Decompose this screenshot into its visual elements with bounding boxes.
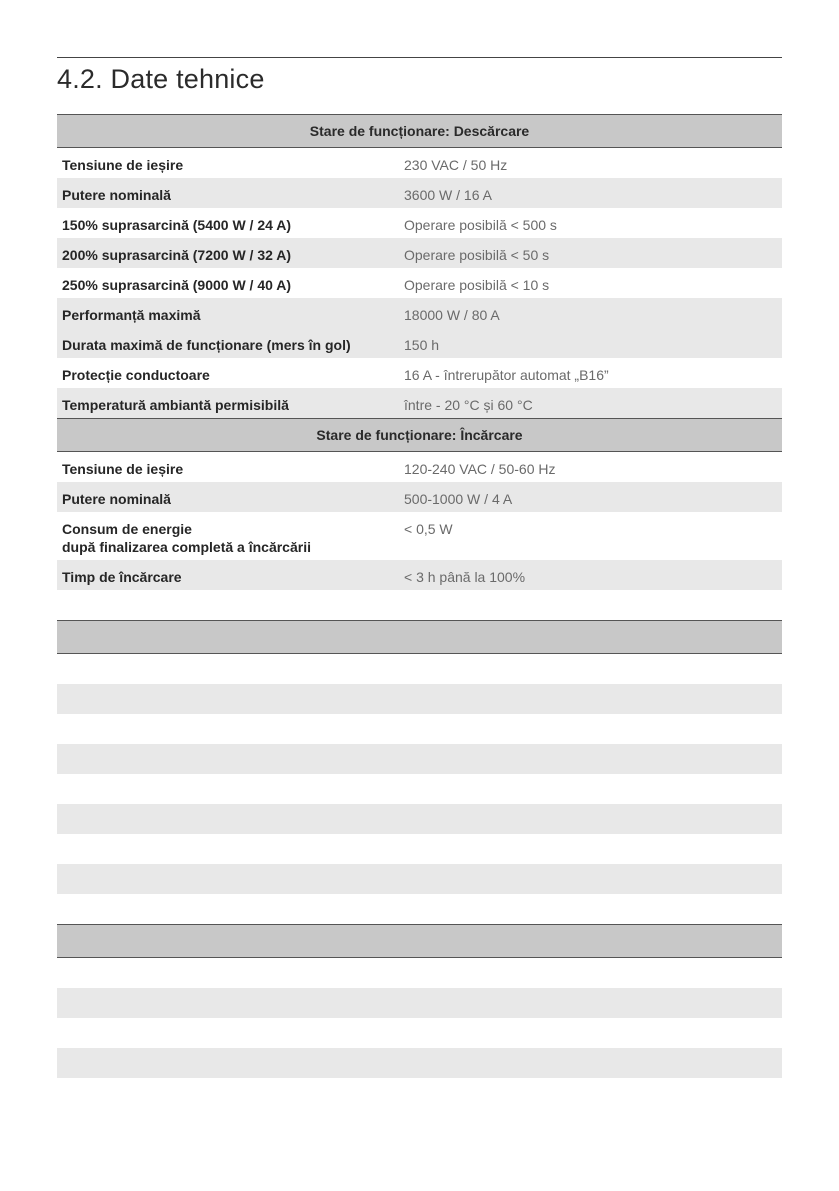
table-row bbox=[57, 238, 782, 268]
row-value: Operare posibilă < 10 s bbox=[404, 277, 550, 293]
table-row bbox=[57, 268, 782, 298]
top-rule bbox=[57, 57, 782, 58]
row-label: Performanță maximă bbox=[62, 307, 201, 323]
table-row bbox=[57, 482, 782, 512]
row-value: 16 A - întrerupător automat „B16” bbox=[404, 367, 609, 383]
row-value: < 3 h până la 100% bbox=[404, 569, 526, 585]
table-row bbox=[57, 452, 782, 482]
row-value: 120-240 VAC / 50-60 Hz bbox=[404, 461, 556, 477]
empty-table-row bbox=[57, 684, 782, 714]
table-row bbox=[57, 178, 782, 208]
row-label: Timp de încărcare bbox=[62, 569, 182, 585]
row-value: < 0,5 W bbox=[404, 521, 453, 537]
empty-table-row bbox=[57, 834, 782, 864]
row-label bbox=[57, 512, 404, 556]
row-value: între - 20 °C și 60 °C bbox=[404, 397, 533, 413]
row-label-line-2: după finalizarea completă a încărcării bbox=[62, 539, 311, 555]
row-label: Tensiune de ieșire bbox=[62, 157, 184, 173]
row-label: Temperatură ambiantă permisibilă bbox=[62, 397, 289, 413]
row-label: Tensiune de ieșire bbox=[62, 461, 184, 477]
row-value: 230 VAC / 50 Hz bbox=[404, 157, 508, 173]
table-row bbox=[57, 358, 782, 388]
discharge-section-header: Stare de funcționare: Descărcare bbox=[57, 114, 782, 148]
empty-table-header bbox=[57, 620, 782, 654]
row-value: Operare posibilă < 50 s bbox=[404, 247, 550, 263]
table-row bbox=[57, 512, 782, 560]
empty-table-row bbox=[57, 894, 782, 924]
row-value: 150 h bbox=[404, 337, 440, 353]
row-value: 3600 W / 16 A bbox=[404, 187, 492, 203]
tech-data-tables bbox=[57, 114, 782, 1078]
empty-table-row bbox=[57, 958, 782, 988]
empty-table-row bbox=[57, 864, 782, 894]
row-value: 18000 W / 80 A bbox=[404, 307, 500, 323]
empty-table-row bbox=[57, 1018, 782, 1048]
table-row bbox=[57, 388, 782, 418]
row-label-line-1: Consum de energie bbox=[62, 521, 192, 537]
empty-table-row bbox=[57, 654, 782, 684]
table-row bbox=[57, 208, 782, 238]
empty-table-row bbox=[57, 714, 782, 744]
row-label: 150% suprasarcină (5400 W / 24 A) bbox=[62, 217, 292, 233]
table-row bbox=[57, 148, 782, 178]
empty-table-row bbox=[57, 988, 782, 1018]
empty-table-header bbox=[57, 924, 782, 958]
spacer bbox=[57, 590, 782, 620]
row-value: 500-1000 W / 4 A bbox=[404, 491, 513, 507]
row-value: Operare posibilă < 500 s bbox=[404, 217, 557, 233]
row-label: Putere nominală bbox=[62, 187, 171, 203]
row-label: 200% suprasarcină (7200 W / 32 A) bbox=[62, 247, 292, 263]
row-label: 250% suprasarcină (9000 W / 40 A) bbox=[62, 277, 292, 293]
table-row bbox=[57, 328, 782, 358]
empty-table-row bbox=[57, 744, 782, 774]
page-title: 4.2. Date tehnice bbox=[57, 64, 265, 94]
empty-table-row bbox=[57, 1048, 782, 1078]
empty-table-row bbox=[57, 774, 782, 804]
table-row bbox=[57, 298, 782, 328]
row-label: Protecție conductoare bbox=[62, 367, 210, 383]
table-row bbox=[57, 560, 782, 590]
charge-section-header: Stare de funcționare: Încărcare bbox=[57, 418, 782, 452]
empty-table-row bbox=[57, 804, 782, 834]
row-label: Putere nominală bbox=[62, 491, 171, 507]
row-label: Durata maximă de funcționare (mers în gol) bbox=[62, 337, 351, 353]
